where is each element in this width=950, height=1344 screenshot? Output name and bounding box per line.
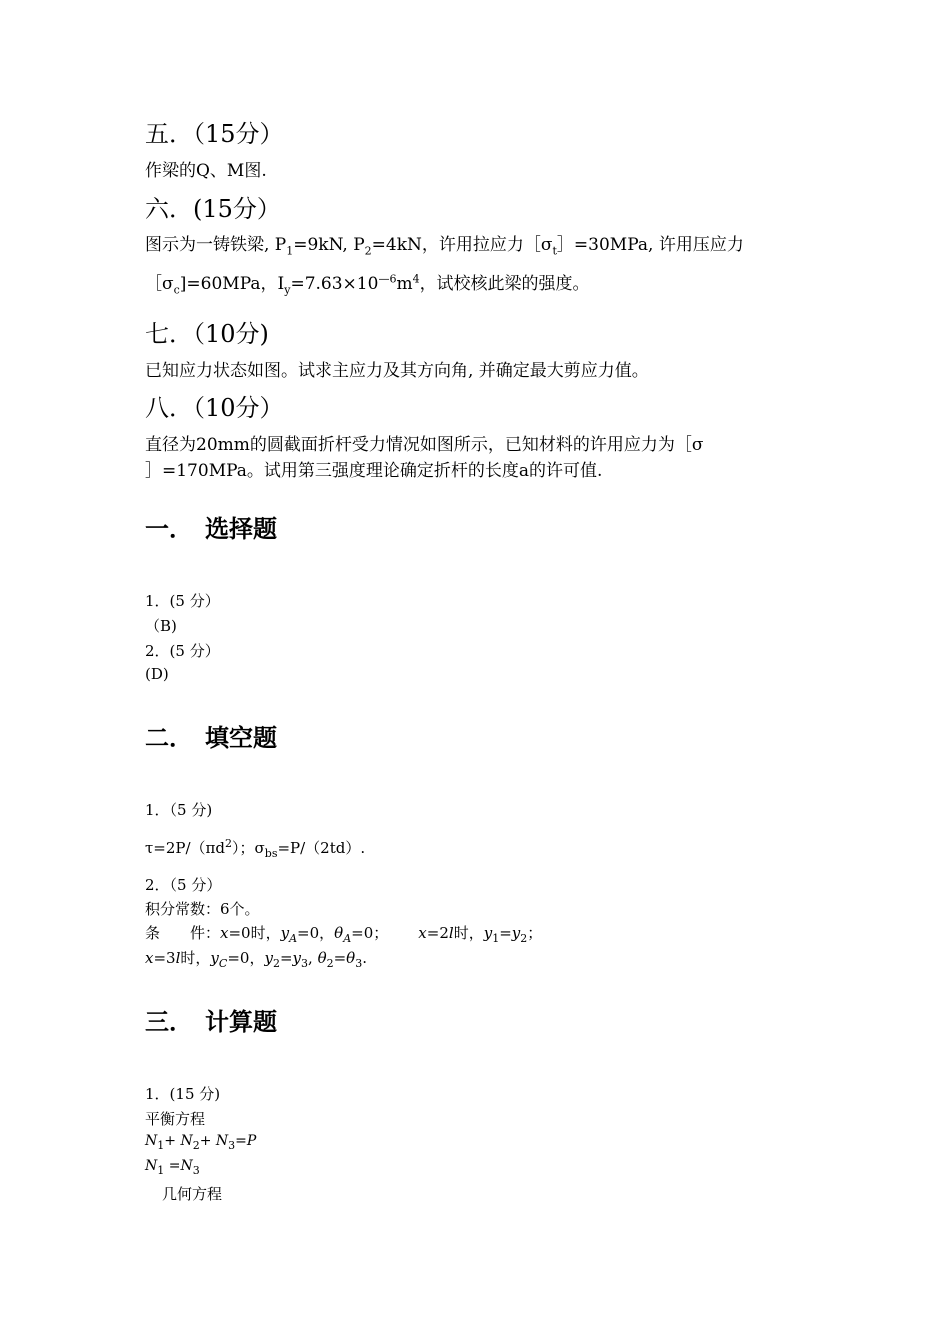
s3-equation-2: $N_1 =N_3$ — [145, 1158, 200, 1177]
problem-5-text: 作梁的Q、M图. — [145, 161, 267, 181]
problem-7-text: 已知应力状态如图。试求主应力及其方向角, 并确定最大剪应力值。 — [145, 361, 649, 381]
s2-conditions-line2: x=3l时，$y_C=0$，$y_2=y_3$, $\theta_2=\theta_3$. — [145, 949, 367, 970]
problem-8-text-line1: 直径为20mm的圆截面折杆受力情况如图所示，已知材料的许用应力为［σ — [145, 435, 704, 455]
problem-6-text-line1: 图示为一铸铁梁, $P_1=9kN$, $P_2=4kN$，许用拉应力$[\sigma_t]=30MPa$, 许用压应力 — [145, 235, 744, 258]
s1-item1-label: 1．(5 分） — [145, 592, 220, 610]
problem-8-heading: 八．（10分） — [145, 394, 284, 422]
s2-item1-label: 1．（5 分) — [145, 801, 213, 819]
s2-conditions-line1: 条 件：x=0时，$y_A=0$，$\theta_A=0$； x=2l时，$y_1=y_2$； — [145, 924, 543, 945]
s1-item1-answer: （B) — [145, 617, 177, 635]
s3-equilibrium-label: 平衡方程 — [145, 1110, 206, 1128]
section-3-title: 三． 计算题 — [145, 1008, 277, 1036]
s2-constants-line: 积分常数：6个。 — [145, 900, 260, 918]
section-2-title: 二． 填空题 — [145, 724, 277, 752]
s3-geometry-label: 几何方程 — [162, 1185, 223, 1203]
s1-item2-answer: (D) — [145, 665, 169, 683]
s2-item2-label: 2．（5 分） — [145, 876, 222, 894]
section-1-title: 一． 选择题 — [145, 515, 277, 543]
problem-5-heading: 五．（15分） — [145, 120, 284, 148]
problem-7-heading: 七．（10分) — [145, 320, 269, 348]
problem-8-text-line2: ］=170MPa。试用第三强度理论确定折杆的长度a的许可值. — [145, 461, 603, 481]
problem-6-heading: 六．(15分） — [145, 195, 281, 223]
s3-item1-label: 1．(15 分) — [145, 1085, 221, 1103]
s1-item2-label: 2．(5 分） — [145, 642, 220, 660]
s3-equation-1: $N_1+ N_2+ N_3=P$ — [145, 1133, 257, 1152]
problem-6-text-line2: $[\sigma_c]=60MPa$，$I_y=7.63\times 10^{—6}m^4$，试校核此梁的强度。 — [145, 272, 590, 297]
s2-item1-formula: $\tau=2P/(\pi d^2)$；$\sigma_{bs}=P/(2td)$. — [145, 837, 366, 860]
